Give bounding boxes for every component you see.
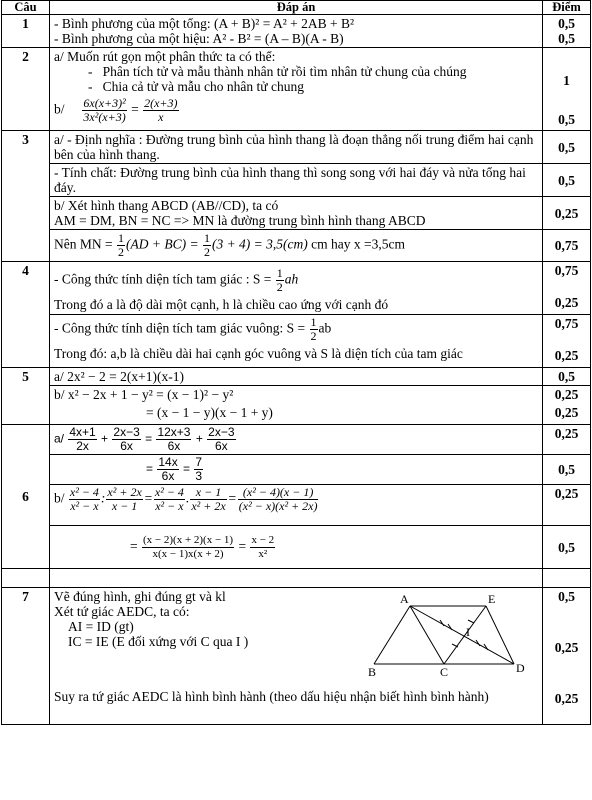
fraction: [106, 486, 142, 513]
label-d: D: [516, 661, 525, 675]
text: ah: [284, 271, 299, 287]
numerator: 2x−3: [208, 425, 235, 439]
numerator: 1: [310, 315, 317, 329]
score: 0,25: [543, 485, 591, 526]
answer-cell: a/ 2x² − 2 = 2(x+1)(x-1): [50, 368, 543, 386]
fraction: [157, 456, 178, 483]
score: 0,25: [554, 691, 579, 706]
numerator: 14x: [158, 455, 178, 469]
answer-cell: a/ $\frac{4x+1}{2x}$ + $\frac{2x-3}{6x}$ = $\frac{12x+3}{6x}$ + $\frac{2x-3}{6x}$: [50, 425, 543, 455]
score: 0,75: [554, 316, 579, 331]
answer-cell: a/ - Định nghĩa : Đường trung bình của hình thang là đoạn thẳng nối trung điểm hai cạnh bên của hình thang.: [50, 131, 543, 164]
score-cell: [543, 15, 591, 48]
denominator: 6x: [161, 469, 175, 483]
question-row-2: [2, 48, 591, 131]
text: - Công thức tính diện tích tam giác : S =: [54, 271, 272, 287]
score: 0,25: [543, 425, 591, 455]
denominator: x² − x: [70, 499, 99, 513]
score: 0,5: [543, 526, 591, 569]
score-cell: [543, 588, 591, 725]
answer-line: a/ Muốn rút gọn một phân thức ta có thể:: [54, 49, 276, 64]
question-row-6b: [2, 455, 591, 485]
question-row-4b: [2, 315, 591, 368]
tick-mark: [468, 620, 474, 623]
segment-ac: [410, 606, 444, 664]
answer-line: Trong đó: a,b là chiều dài hai cạnh góc vuông và S là diện tích của tam giác: [54, 346, 463, 361]
numerator: x² − 4: [154, 485, 184, 499]
fraction: [154, 486, 185, 513]
question-row-3b: [2, 164, 591, 197]
denominator: 6x: [167, 439, 181, 453]
fraction: [190, 486, 226, 513]
denominator: x² − x: [155, 499, 184, 513]
label-b: B: [368, 665, 377, 678]
fraction: [142, 534, 234, 561]
numerator: 2x−3: [113, 425, 140, 439]
score: 0,5: [558, 31, 575, 46]
answer-line: Xét tứ giác AEDC, ta có:: [54, 604, 190, 619]
fraction: [143, 97, 178, 124]
denominator: 2x: [76, 439, 89, 453]
question-row-4a: [2, 262, 591, 315]
label-e: E: [488, 592, 496, 606]
score-cell: [543, 48, 591, 131]
answer-cell: [50, 386, 543, 425]
fraction: [238, 486, 319, 513]
answer-cell: [50, 197, 543, 230]
question-row-5a: [2, 368, 591, 386]
score: 0,75: [554, 263, 579, 278]
fraction: [112, 426, 140, 453]
text: (AD + BC) =: [125, 236, 199, 252]
denominator: x² + 2x: [191, 499, 226, 513]
score: 0,5: [558, 16, 575, 31]
fraction: [82, 97, 126, 124]
score: 0,5: [543, 164, 591, 197]
fraction: [194, 456, 203, 483]
segment-ad: [410, 606, 514, 664]
score: 1: [563, 73, 570, 88]
numerator: (x² − 4)(x − 1): [238, 486, 319, 500]
denominator: 6x: [215, 439, 228, 453]
fraction-line: [54, 97, 538, 124]
question-row-3c: [2, 197, 591, 230]
header-score: Điểm: [543, 1, 591, 15]
fraction: [203, 232, 211, 259]
answer-line: - Bình phương của một hiệu: A² - B² = (A – B)(A - B): [54, 31, 344, 46]
fraction: [250, 534, 275, 561]
fraction: [207, 426, 235, 453]
denominator: 2: [203, 245, 210, 259]
answer-cell: [50, 230, 543, 262]
score: 0,5: [558, 112, 575, 127]
answer-cell: [50, 262, 543, 315]
question-row-7: [2, 588, 591, 725]
numerator: x² − 4: [69, 485, 99, 499]
segment-ed: [486, 606, 514, 664]
numerator: 4x+1: [69, 425, 96, 439]
answer-cell: [50, 315, 543, 368]
text: (3 + 4) = 3,5(cm): [211, 236, 308, 252]
part-label: b/: [54, 490, 65, 506]
fraction: [156, 426, 191, 453]
numerator: 1: [117, 231, 124, 245]
answer-cell: - Tính chất: Đường trung bình của hình thang thì song song với hai đáy và nửa tổng hai đáy.: [50, 164, 543, 197]
numerator: x − 1: [190, 486, 226, 500]
score: 0,25: [554, 387, 579, 402]
tick-mark: [484, 644, 488, 650]
question-number: 7: [2, 588, 50, 725]
denominator: x²: [258, 547, 268, 560]
denominator: x(x − 1)x(x + 2): [152, 547, 224, 560]
table-header: [2, 1, 591, 15]
score-cell: [543, 262, 591, 315]
answer-line: Trong đó a là độ dài một cạnh, h là chiều cao ứng với cạnh đó: [54, 297, 389, 312]
numerator: 7: [195, 455, 203, 469]
denominator: x − 1: [111, 499, 138, 513]
answer-line: b/ x² − 2x + 1 − y² = (x − 1)² − y²: [54, 387, 234, 402]
denominator: 2: [276, 280, 283, 294]
numerator: 1: [203, 231, 210, 245]
answer-table: [1, 0, 591, 725]
denominator: 3: [195, 469, 203, 483]
denominator: 2: [117, 245, 124, 259]
question-number: 2: [2, 48, 50, 131]
question-row-6c: [2, 485, 591, 526]
answer-cell: [50, 48, 543, 131]
score: 0,25: [554, 348, 579, 363]
denominator: 6x: [120, 439, 133, 453]
question-number: 5: [2, 368, 50, 425]
numerator: 12x+3: [157, 425, 191, 439]
score: 0,75: [543, 230, 591, 262]
question-number: 4: [2, 262, 50, 368]
question-row-3d: [2, 230, 591, 262]
denominator: 3x²(x+3): [83, 110, 126, 124]
label-c: C: [440, 665, 449, 678]
bullet-item: - Phân tích tử và mẫu thành nhân tử rồi tìm nhân tử chung của chúng: [88, 64, 467, 79]
denominator: (x² − x)(x² + 2x): [238, 499, 318, 513]
answer-cell: = $\frac{14x}{6x}$ = $\frac{7}{3}$: [50, 455, 543, 485]
fraction: [310, 316, 318, 343]
numerator: 1: [276, 266, 283, 280]
fraction: [69, 486, 100, 513]
answer-cell: = $\frac{(x - 2)(x + 2)(x - 1)}{x(x - 1)x(x + 2)}$ = $\frac{x - 2}{\text{x²}}$: [50, 526, 543, 569]
numerator: x² + 2x: [107, 485, 142, 499]
score-cell: [543, 386, 591, 425]
answer-cell: [50, 15, 543, 48]
question-row-6a: [2, 425, 591, 455]
answer-line: IC = IE (E đối xứng với C qua I ): [68, 634, 249, 649]
header-answer: Đáp án: [50, 1, 543, 15]
score: 0,25: [554, 640, 579, 655]
question-row-6d: [2, 526, 591, 569]
text: cm hay x =3,5cm: [311, 236, 405, 252]
answer-line: - Bình phương của một tổng: (A + B)² = A² + 2AB + B²: [54, 16, 355, 31]
numerator: (x − 2)(x + 2)(x − 1): [143, 533, 234, 546]
text: ab: [318, 320, 332, 336]
fraction: [117, 232, 125, 259]
answer-cell: b/ $\frac{\text{x² − 4}}{\text{x² − x}}$ : $\frac{\text{x² + 2x}}{x - 1}$ = $\frac{\text{x² − 4}}{\text{x² − x}}$ . $\frac{x - 1}{\text{x² + 2x}}$ = $\frac{\text{(x² − 4)(x − 1)}}{\text{(x² − x)(x² + 2x)}}$: [50, 485, 543, 526]
answer-line: b/ Xét hình thang ABCD (AB//CD), ta có: [54, 198, 279, 213]
answer-line: Vẽ đúng hình, ghi đúng gt và kl: [54, 589, 226, 604]
text: Nên MN =: [54, 236, 113, 252]
denominator: 2: [310, 329, 317, 343]
question-row-5b: [2, 386, 591, 425]
equals: =: [131, 101, 139, 117]
header-question: Câu: [2, 1, 50, 15]
part-label: a/: [54, 431, 65, 446]
score: 0,5: [543, 455, 591, 485]
score: 0,25: [554, 405, 579, 420]
score: 0,5: [543, 131, 591, 164]
numerator: x − 2: [251, 533, 275, 546]
numerator: 2(x+3): [144, 96, 178, 110]
answer-cell: [50, 588, 543, 725]
question-number: 6: [2, 425, 50, 569]
denominator: x: [158, 110, 164, 124]
label-a: A: [400, 592, 409, 606]
answer-line: AI = ID (gt): [68, 619, 134, 634]
score: 0,5: [558, 589, 575, 604]
score: 0,25: [554, 295, 579, 310]
score-cell: [543, 315, 591, 368]
bullet-text: Phân tích tử và mẫu thành nhân tử rồi tìm nhân tử chung của chúng: [102, 64, 467, 79]
question-number: 1: [2, 15, 50, 48]
label-i: I: [466, 625, 470, 639]
fraction: [276, 267, 284, 294]
question-row-1: [2, 15, 591, 48]
geometry-figure: [368, 592, 538, 678]
bullet-text: Chia cả tử và mẫu cho nhân tử chung: [102, 79, 304, 94]
answer-line: = (x − 1 − y)(x − 1 + y): [146, 405, 273, 420]
numerator: 6x(x+3)²: [83, 96, 126, 110]
segment-ec: [444, 606, 486, 664]
question-number: 3: [2, 131, 50, 262]
fraction: [68, 426, 96, 453]
answer-line: [54, 316, 538, 343]
answer-line: [54, 267, 538, 294]
spacer-row: [2, 569, 591, 588]
score: 0,5: [543, 368, 591, 386]
text: - Công thức tính diện tích tam giác vuông: S =: [54, 320, 306, 336]
bullet-item: - Chia cả tử và mẫu cho nhân tử chung: [88, 79, 304, 94]
question-row-3a: [2, 131, 591, 164]
score: 0,25: [543, 197, 591, 230]
part-label: b/: [54, 101, 65, 117]
answer-line: AM = DM, BN = NC => MN là đường trung bình hình thang ABCD: [54, 213, 426, 228]
answer-line: Suy ra tứ giác AEDC là hình bình hành (theo dấu hiệu nhận biết hình bình hành): [54, 689, 489, 704]
segment-ab: [374, 606, 410, 664]
